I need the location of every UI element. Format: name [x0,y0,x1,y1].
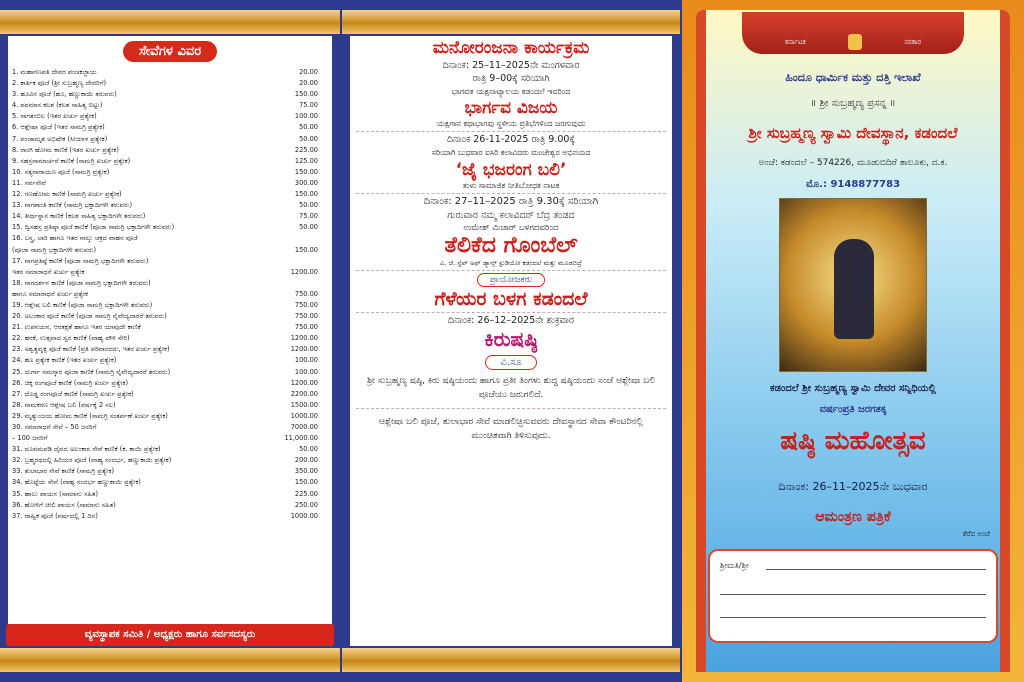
divider [356,270,666,271]
department: ಹಿಂದೂ ಧಾರ್ಮಿಕ ಮತ್ತು ದತ್ತಿ ಇಲಾಖೆ [785,71,921,84]
invocation: ॥ ಶ್ರೀ ಸುಬ್ರಹ್ಮಣ್ಯ ಪ್ರಸನ್ನ ॥ [810,98,896,109]
temple-address: ಅಂಚೆ: ಕಡಂದಲೆ – 574226, ಮೂಡುಬಿದಿರೆ ತಾಲೂಕು, ದ.ಕ. [758,158,948,168]
service-row [12,189,332,200]
service-price: 125.00 [294,156,318,165]
program-heading: ಮನೋರಂಜನಾ ಕಾರ್ಯಕ್ರಮ [432,38,590,58]
service-name: 18. ನಾಗದರ್ಶನ ಕಾಣಿಕೆ (ಪೂಜಾ ಸಾಮಗ್ರಿ ಭಕ್ತಾದಿಗಳೇ ತರುವರು) [12,278,151,287]
service-name: 15. ದ್ವಿಸಹಸ್ರ ಪ್ರತಿಷ್ಠಾ ಪೂಜೆ ಕಾಣಿಕೆ (ಪೂಜಾ ಸಾಮಗ್ರಿ ಭಕ್ತಾದಿಗಳೇ ತರುವರು) [12,223,175,232]
service-name: 27. ದೊಡ್ಡ ರಂಗಪೂಜೆ ಕಾಣಿಕೆ (ಸಾಮಗ್ರಿ ಖರ್ಚು ಪ್ರತ್ಯೇಕ) [12,389,134,398]
service-name: 34. ಹೊಟ್ಟೆಯ ಸೇವೆ (ವಾಹ್ಯ ಸಂದರ್ಭ ಹಣ್ಣುಕಾಯಿ ಪ್ರತ್ಯೇಕ) [12,478,141,487]
invitation-cover [682,0,1024,682]
service-row [12,100,332,111]
note-1: ಶ್ರೀ ಸುಬ್ರಹ್ಮಣ್ಯ ಷಷ್ಠಿ, ಕಿರು ಷಷ್ಠಿಯಂದು ಹಾಗೂ ಪ್ರತೀ ತಿಂಗಳು ಶುದ್ಧ ಷಷ್ಠಿಯಂದು ಸಂಜೆ ಆಶ್ಲೇಷಾ ಬಲಿ ಪೂಜೆಯು ಜರುಗಲಿದೆ. [367,376,655,400]
service-row [12,455,332,466]
service-row [12,156,332,167]
service-name: 3. ಹೂವಿನ ಪೂಜೆ (ಹೂ, ಹಣ್ಣುಕಾಯಿ ತರುವರು) [12,90,117,99]
service-price: 100.00 [294,356,318,365]
service-name: 30. ಸಮಾರಾಧನೆ ಸೇವೆ – 50 ಜನರಿಗೆ [12,423,97,431]
service-row [12,211,332,222]
service-name: 28. ನಾಮಕರಣ ಆಶ್ಲೇಷ ಬಲಿ (ವರ್ಷಕ್ಕೆ 2 ಸಲ) [12,400,116,409]
service-price: 1000.00 [290,411,318,420]
service-price: 7000.00 [290,423,318,431]
services-heading: ಸೇವೆಗಳ ವಿವರ [123,41,217,62]
service-price: 1200.00 [290,378,318,387]
service-price: 150.00 [294,190,318,199]
event3-date: ದಿನಾಂಕ: 27–11–2025 ರಾತ್ರಿ 9.30ಕ್ಕೆ ಸರಿಯಾಗಿ [423,196,599,207]
service-name: 16. ಬಸ್ತ್ರ, ಲಾರಿ ಹಾಗೂ ಇತರ ನಾಲ್ಕು ಚಕ್ರದ ವಾಹನ ಪೂಜೆ [12,234,138,243]
divider [356,131,666,132]
service-price: 1200.00 [290,334,318,343]
event1-troupe: ಭಾಗವತ ಯಕ್ಷನಾಟ್ಯಾಲಯ ಕಡಂದಲೆ ಇವರಿಂದ [451,87,571,96]
service-row [12,167,332,178]
service-name: 12. ಗಣಹೋಮ ಕಾಣಿಕೆ (ಸಾಮಗ್ರಿ ಖರ್ಚು ಪ್ರತ್ಯೇಕ) [12,190,122,199]
service-name: 7. ಪಂಚಾಮೃತ ಅಭಿಷೇಕ (ಸೀಯಾಳ ಪ್ರತ್ಯೇಕ) [12,134,108,143]
service-row [12,389,332,400]
service-row [12,134,332,145]
temple-name: ಶ್ರೀ ಸುಬ್ರಹ್ಮಣ್ಯ ಸ್ವಾಮಿ ದೇವಸ್ಥಾನ, ಕಡಂದಲೆ [748,124,958,142]
service-price: 1200.00 [290,267,318,276]
service-row [12,433,332,444]
service-price: 50.00 [299,201,318,210]
service-price: 75.00 [299,212,318,221]
event3-line3: ಉಮೇಶ್ ಮಿಜಾರ್ ಬಳಗದವರಿಂದ [463,223,559,233]
service-row [12,233,332,244]
services-list [8,67,332,522]
service-price: 11,000.00 [284,434,318,443]
service-price: 50.00 [299,223,318,232]
event3-title: ತೆಲಿಕೆದ ಗೊಂಬೆಲ್ [444,233,578,258]
service-price: 1200.00 [290,345,318,354]
service-name: 25. ದುರ್ಗಾ ನಮಸ್ಕಾರ ಪೂಜಾ ಕಾಣಿಕೆ (ಸಾಮಗ್ರಿ ನೈವೇದ್ಯದಾರರೆ ತರುವರು) [12,367,171,376]
divider [356,408,666,409]
service-name: 9. ಸಹಸ್ರನಾಮಾರ್ಚನೆ ಕಾಣಿಕೆ (ಸಾಮಗ್ರಿ ಖರ್ಚು ಪ್ರತ್ಯೇಕ) [12,156,131,165]
service-name: 26. ಚಿಕ್ಕ ರಂಗಪೂಜೆ ಕಾಣಿಕೆ (ಸಾಮಗ್ರಿ ಖರ್ಚು ಪ್ರತ್ಯೇಕ) [12,378,129,387]
service-name: 8. ರಾಂಗಿ ಹೋಮ ಕಾಣಿಕೆ (ಇತರ ಖರ್ಚು ಪ್ರತ್ಯೇಕ) [12,145,119,154]
deity-figure [834,239,874,339]
service-price: 250.00 [294,500,318,509]
service-price [236,233,332,244]
service-row [12,444,332,455]
sponsor-label: ಪ್ರಾಯೋಜಕರು [477,273,546,287]
sponsor-name: ಗೆಳೆಯರ ಬಳಗ ಕಡಂದಲೆ [434,288,588,310]
service-row [12,178,332,189]
service-price: 750.00 [294,300,318,309]
service-name: 11. ಸರ್ವಸೇವೆ [12,178,46,187]
service-row [12,489,332,500]
gold-border-bottom [0,648,340,672]
service-row [12,344,332,355]
service-row [12,400,332,411]
event1-date: ದಿನಾಂಕ: 25–11–2025ನೇ ಮಂಗಳವಾರ [442,60,580,71]
service-price: 1000.00 [290,511,318,520]
emblem-bar [742,12,964,54]
service-price: 150.00 [294,167,318,176]
service-row [12,466,332,477]
service-name: – 100 ಜನರಿಗೆ [12,434,48,443]
festival-date: ದಿನಾಂಕ: 26–11–2025ನೇ ಬುಧವಾರ [778,480,928,493]
service-row [12,355,332,366]
temple-phone: ಮೊ.: 9148877783 [805,179,901,190]
service-price: 100.00 [294,367,318,376]
program-sheet [350,36,672,646]
service-price [236,278,332,289]
service-row [12,256,332,267]
event4-date: ದಿನಾಂಕ: 26–12–2025ನೇ ಶುಕ್ರವಾರ [447,315,575,326]
service-name: 17. ನಾಗಪ್ರತಿಷ್ಠೆ ಕಾಣಿಕೆ (ಪೂಜಾ ಸಾಮಗ್ರಿ ಭಕ್ತಾದಿಗಳೇ ತರುವರು) [12,256,149,265]
services-sheet [8,36,332,646]
service-name: 19. ಆಶ್ಲೇಷ ಬಲಿ ಕಾಣಿಕೆ (ಪೂಜಾ ಸಾಮಗ್ರಿ ಭಕ್ತಾದಿಗಳೇ ತರುವರು) [12,300,153,309]
services-panel [0,0,340,682]
gold-border-top [0,10,340,34]
note-label: ವಿ.ಸೂ [485,355,536,370]
address-line [720,594,986,595]
service-name: 21. ಉಪನಯನ, ಆರತಕ್ಷತೆ ಹಾಗೂ ಇತರ ಯಾವುದೇ ಕಾಣಿಕೆ [12,323,141,332]
service-name: 32. ಬ್ರಹ್ಮರಥದಲ್ಲಿ ಹಿರಿಯರ ಪೂಜೆ (ವಾಹ್ಯ ಸಂದರ್ಭ, ಹಣ್ಣುಕಾಯಿ ಪ್ರತ್ಯೇಕ) [12,456,172,465]
service-row [12,222,332,233]
service-name: 2. ಕಾರ್ತಿಕ ಪೂಜೆ (ಶ್ರೀ ಸುಬ್ರಹ್ಮಣ್ಯ ದೇವರಿಗೆ) [12,79,107,88]
service-row [12,67,332,78]
address-box [708,549,998,643]
service-price: 1500.00 [290,400,318,409]
gold-border-bottom [342,648,680,672]
government-emblem-icon [848,34,862,50]
service-name: 4. ಪವಮಾನ ಕಲಶ (ಕಲಶ ಸಾಹಿತ್ಯ ಬಿಟ್ಟು) [12,101,103,110]
service-name: 10. ಸತ್ಯನಾರಾಯಣ ಪೂಜೆ (ಸಾಮಗ್ರಿ ಪ್ರತ್ಯೇಕ) [12,167,110,176]
service-name: 31. ದೂವಮಪಡಿ ದೈವದ ಅಲಂಕಾರ ಸೇವೆ ಕಾಣಿಕೆ (ಕ. ಕಾಯಿ ಪ್ರತ್ಯೇಕ) [12,445,161,454]
festival-name: ಷಷ್ಠಿ ಮಹೋತ್ಸವ [780,426,926,456]
service-row [12,300,332,311]
emblem-left-text: ಕರ್ನಾಟಕ [784,38,806,46]
service-name: 22. ಹರಕೆ, ಉತ್ಸವಾದ ಸ್ವರ ಕಾಣಿಕೆ (ವಾಹ್ಯ ಪೌಳಿ ಸೇರಿ) [12,334,130,343]
program-panel [342,0,680,682]
service-row [12,367,332,378]
service-price: 750.00 [294,323,318,332]
service-name: ಹಾಗೂ ಸಮಾರಾಧನೆ ಖರ್ಚು ಪ್ರತ್ಯೇಕ [12,289,88,298]
service-row [12,278,332,289]
service-price: 750.00 [294,312,318,321]
service-row [12,111,332,122]
invitation-title: ಆಮಂತ್ರಣ ಪತ್ರಿಕೆ [815,509,891,525]
note-2: ಆಶ್ಲೇಷಾ ಬಲಿ ಪೂಜೆ, ತುಲಾಭಾರ ಸೇವೆ ಮಾಡಲಿಚ್ಛಿಸುವವರು ದೇವಸ್ಥಾನದ ಸೇವಾ ಕೌಂಟರಿನಲ್ಲಿ ಮುಂಚಿತವಾಗಿ ತಿಳಿಸುವುದು. [379,417,643,441]
service-row [12,145,332,156]
address-line [766,569,986,570]
divider [356,193,666,194]
service-name: 23. ಅಶ್ವತ್ಥವೃಕ್ಷ ಪೂಜೆ ಕಾಣಿಕೆ (ಪ್ರತಿ ಪರಿವಾರದರು, ಇತರ ಖರ್ಚು ಪ್ರತ್ಯೇಕ) [12,345,170,354]
event1-desc: ಯಕ್ಷಗಾನ ಕಥಾಭಾಗವು ಸ್ಥಳೀಯ ಪ್ರತಿಭೆಗಳಿಂದ ಜರಗುವುದು [436,119,586,128]
service-name: 29. ಮೃತ್ಯುಂಜಯ ಹೋಮ ಕಾಣಿಕೆ (ಸಾಮಗ್ರಿ ಸಂತರ್ಪಣೆ ಖರ್ಚು ಪ್ರತ್ಯೇಕ) [12,411,168,420]
event2-date: ದಿನಾಂಕ 26-11-2025 ರಾತ್ರಿ 9.00ಕ್ಕೆ [446,134,576,145]
service-row [12,477,332,488]
services-footer: ವ್ಯವಸ್ಥಾಪಕ ಸಮಿತಿ / ಅಧ್ಯಕ್ಷರು ಹಾಗೂ ಸರ್ವಸದಸ್ಯರು [6,624,334,646]
service-name: 20. ಅಲಂಕಾರ ಪೂಜೆ ಕಾಣಿಕೆ (ಪೂಜಾ ಸಾಮಗ್ರಿ ನೈವೇದ್ಯದಾರರೆ ತರುವರು) [12,312,167,321]
service-price [236,256,332,267]
address-line [720,617,986,618]
service-price: 20.00 [299,68,318,76]
service-price: 75.00 [299,101,318,110]
service-price: 300.00 [294,178,318,187]
service-name: 5. ನಾಗತಂಬಿಲ (ಇತರ ಖರ್ಚು ಪ್ರತ್ಯೇಕ) [12,112,97,121]
service-name: 24. ಹೂ ಪ್ರತ್ಯೇಕ ಕಾಣಿಕೆ (ಇತರ ಖರ್ಚು ಪ್ರತ್ಯೇಕ) [12,356,117,365]
service-price: 2200.00 [290,389,318,398]
event1-title: ಭಾರ್ಗವ ವಿಜಯ [464,98,558,118]
event4-title: ಕಿರುಷಷ್ಠಿ [484,327,538,351]
event3-desc: ಎ. ಜೆ. ಸ್ಟೆಪ್ ಅಫ್ ಡ್ಯಾನ್ಸ್ ಸ್ಟುಡಿಯೋ ಕಡಂದಲೆ ಮತ್ತು ಮೂಡಬಿದ್ರೆ [440,259,582,267]
service-name: ಇತರ ಸಮಾರಾಧನೆ ಖರ್ಚು ಪ್ರತ್ಯೇಕ [12,267,85,276]
event2-title: ‘ಜೈ ಭಜರಂಗ ಬಲಿ’ [455,160,567,180]
service-price: 750.00 [294,289,318,298]
service-price: 50.00 [299,445,318,454]
service-price: 350.00 [294,467,318,476]
service-row [12,289,332,300]
service-row [12,267,332,278]
service-name: 13. ನಾಗಶಾಂತಿ ಕಾಣಿಕೆ (ಸಾಮಗ್ರಿ ಭಕ್ತಾದಿಗಳೇ ತರುವರು) [12,201,133,210]
service-row [12,333,332,344]
service-row [12,378,332,389]
intro-line-2: ವರ್ಷಂಪ್ರತಿ ಜರಗತಕ್ಕ [819,404,887,415]
service-price: 50.00 [299,123,318,132]
post-label: ತೆರೆದ ಅಂಚೆ [962,530,990,538]
service-name: 37. ರಾಹ್ವಿಕ ಪೂಜೆ (ವರ್ಷದಲ್ಲಿ 1 ದಿನ) [12,511,98,520]
service-name: 33. ತುಲಾಭಾರ ಸೇವೆ ಕಾಣಿಕೆ (ಸಾಮಗ್ರಿ ಪ್ರತ್ಯೇಕ) [12,467,115,476]
addressee-label: ಶ್ರೀಮತಿ/ಶ್ರೀ [720,561,749,570]
service-row [12,411,332,422]
deity-photo [779,198,927,372]
service-name: 14. ತೀರ್ಥಸ್ನಾನ ಕಾಣಿಕೆ (ಕಲಶ ಸಾಹಿತ್ಯ ಭಕ್ತಾದಿಗಳೇ ತರುವರು) [12,212,146,221]
gold-border-top [342,10,680,34]
service-price: 150.00 [294,90,318,99]
service-row [12,311,332,322]
service-row [12,322,332,333]
event1-time: ರಾತ್ರಿ 9–00ಕ್ಕೆ ಸರಿಯಾಗಿ [472,73,550,84]
service-row [12,500,332,511]
service-name: 36. ಹೋಳಿಗೆ ಚೀಲಿ ಪಾಯಸ (ಸಾಮಾನು ಸಹಿತ) [12,500,116,509]
service-row [12,200,332,211]
intro-line-1: ಕಡಂದಲೆ ಶ್ರೀ ಸುಬ್ರಹ್ಮಣ್ಯ ಸ್ವಾಮಿ ದೇವರ ಸನ್ನಿಧಿಯಲ್ಲಿ [770,383,936,394]
service-price: 20.00 [299,79,318,88]
emblem-right-text: ಸರಕಾರ [904,38,922,46]
service-price: 150.00 [294,478,318,487]
service-name: 6. ಆಶ್ಲೇಷಾ ಪೂಜೆ (ಇತರ ಸಾಮಗ್ರಿ ಪ್ರತ್ಯೇಕ) [12,123,105,132]
service-price: 150.00 [294,245,318,254]
divider [356,312,666,313]
service-row [12,511,332,522]
service-row [12,89,332,100]
service-row [12,422,332,433]
service-name: (ಪೂಜಾ ಸಾಮಗ್ರಿ ಭಕ್ತಾದಿಗಳೇ ತರುವರು) [12,245,97,254]
service-row [12,122,332,133]
event2-troupe: ಸರಿಯಾಗಿ ಬುಧವಾರ ಐಸಿರಿ ಕಲಾವಿದರು ಮಂಜೇಶ್ವರ ಅಭಿನಯದ [431,148,591,157]
service-price: 225.00 [294,489,318,498]
service-price: 225.00 [294,145,318,154]
service-price: 200.00 [294,456,318,465]
event3-line2: ಗುರುವಾರ ನಮ್ಮ ಕಲಾವಿದರ್ ಬೆದ್ರ ತಂಡದ [447,210,575,221]
event2-desc: ತುಳು ಸಾಮಾಜಿಕ ನೀತಿಬೋಧಕ ನಾಟಕ [462,181,560,190]
service-row [12,78,332,89]
service-name: 1. ಮಹಾಗಣಪತಿ ದೇವರ ಪಂಚಕಜ್ಜಾಯ [12,68,97,76]
service-price: 100.00 [294,112,318,121]
service-price: 50.00 [299,134,318,143]
service-row [12,245,332,256]
service-name: 35. ಹಾಲು ಪಾಯಸ (ಸಾಮಾನು ಸಹಿತ) [12,489,99,498]
